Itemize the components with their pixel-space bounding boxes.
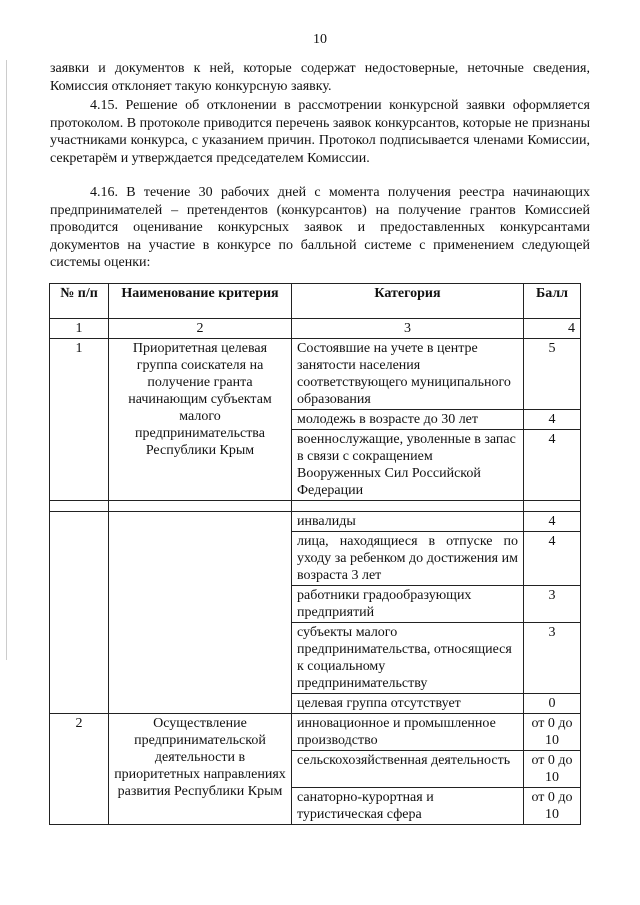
score-cell: 4 (524, 532, 581, 586)
scan-margin-line (6, 60, 7, 660)
header-num: № п/п (50, 284, 109, 319)
group-number-empty (50, 512, 109, 714)
col-number: 3 (292, 319, 524, 339)
paragraph-4-15 (50, 97, 590, 167)
category-cell: Состоявшие на учете в центре занятости населения соответствующего муниципального образования (292, 339, 524, 410)
table-row (50, 512, 581, 532)
score-cell: 3 (524, 623, 581, 694)
score-cell: 3 (524, 586, 581, 623)
category-cell: инвалиды (292, 512, 524, 532)
col-number: 1 (50, 319, 109, 339)
score-cell: 4 (524, 512, 581, 532)
category-cell: инновационное и промышленное производство (292, 714, 524, 751)
group-number: 1 (50, 339, 109, 501)
category-cell: работники градообразующих предприятий (292, 586, 524, 623)
column-numbers-row (50, 319, 581, 339)
scoring-table (49, 283, 581, 825)
page-number: 10 (313, 32, 327, 47)
category-cell: санаторно-курортная и туристическая сфера (292, 788, 524, 825)
category-cell: молодежь в возрасте до 30 лет (292, 410, 524, 430)
col-number: 2 (109, 319, 292, 339)
table-gap-row (50, 501, 581, 512)
category-cell: военнослужащие, уволенные в запас в связи с сокращением Вооруженных Сил Российской Федерации (292, 430, 524, 501)
category-cell: сельскохозяйственная деятельность (292, 751, 524, 788)
score-cell: от 0 до 10 (524, 751, 581, 788)
criterion-name: Приоритетная целевая группа соискателя на получение гранта начинающим субъектам малого предпринимательства Республики Крым (109, 339, 292, 501)
paragraph-text: 4.16. В течение 30 рабочих дней с момента получения реестра начинающих предпринимателей – претендентов (конкурсантов) на получение грантов Комиссией проводится оценивание конкурсных заявок и предоставленных конкурсантами документов на участие в конкурсе по балльной системе с применением следующей системы оценки: (50, 185, 590, 271)
score-cell: 4 (524, 430, 581, 501)
header-score: Балл (524, 284, 581, 319)
table-row (50, 714, 581, 751)
category-cell: субъекты малого предпринимательства, относящиеся к социальному предпринимательству (292, 623, 524, 694)
score-cell: от 0 до 10 (524, 714, 581, 751)
paragraph-text: 4.15. Решение об отклонении в рассмотрении конкурсной заявки оформляется протоколом. В протоколе приводится перечень заявок конкурсантов, которые не признаны участниками конкурса, с указанием причин. Протокол подписывается членами Комиссии, секретарём и утверждается председателем Комиссии. (50, 98, 590, 166)
category-cell: лица, находящиеся в отпуске по уходу за ребенком до достижения им возраста 3 лет (292, 532, 524, 586)
criterion-empty (109, 512, 292, 714)
table-header-row (50, 284, 581, 319)
table-row (50, 339, 581, 410)
criterion-name: Осуществление предпринимательской деятельности в приоритетных направлениях развития Республики Крым (109, 714, 292, 825)
score-cell: 4 (524, 410, 581, 430)
score-cell: 5 (524, 339, 581, 410)
score-cell: от 0 до 10 (524, 788, 581, 825)
paragraph-text: заявки и документов к ней, которые содержат недостоверные, неточные сведения, Комиссия отклоняет такую конкурсную заявку. (50, 61, 590, 94)
score-cell: 0 (524, 694, 581, 714)
header-category: Категория (292, 284, 524, 319)
group-number: 2 (50, 714, 109, 825)
paragraph-continuation (50, 60, 590, 95)
category-cell: целевая группа отсутствует (292, 694, 524, 714)
header-criterion: Наименование критерия (109, 284, 292, 319)
paragraph-4-16 (50, 184, 590, 272)
col-number: 4 (524, 319, 581, 339)
